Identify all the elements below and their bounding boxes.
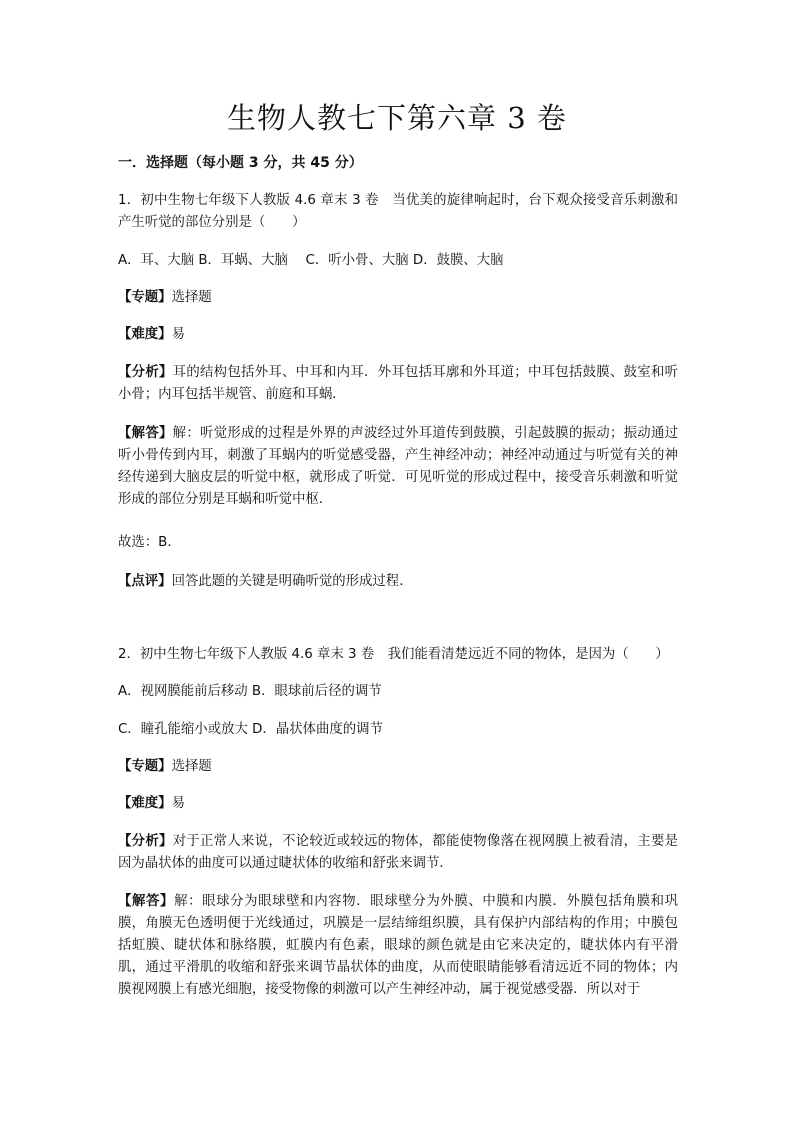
question-1-difficulty [118, 324, 678, 346]
question-1-choice: 故选：B． [118, 535, 181, 550]
question-2-answer [118, 891, 678, 1001]
topic-value: 选择题 [171, 290, 212, 305]
analysis-text: 耳的结构包括外耳、中耳和内耳．外耳包括耳廓和外耳道；中耳包括鼓膜、鼓室和听小骨；内耳包括半规管、前庭和耳蜗． [118, 365, 679, 402]
topic-value: 选择题 [171, 759, 212, 774]
question-1-comment [118, 571, 678, 593]
question-2-options-line-2: C．瞳孔能缩小或放大 D．晶状体曲度的调节 [118, 722, 383, 737]
question-2-options-line-1: A．视网膜能前后移动 B．眼球前后径的调节 [118, 684, 382, 699]
question-2-difficulty [118, 793, 678, 815]
question-2-stem: 2．初中生物七年级下人教版 4.6 章末 3 卷 我们能看清楚远近不同的物体，是因为（ ） [118, 647, 669, 662]
comment-text: 回答此题的关键是明确听觉的形成过程． [171, 574, 413, 589]
answer-tag: 【解答】 [118, 426, 173, 441]
question-1-analysis [118, 362, 678, 406]
question-2-topic [118, 756, 678, 778]
answer-text: 解：听觉形成的过程是外界的声波经过外耳道传到鼓膜，引起鼓膜的振动；振动通过听小骨传到内耳，刺激了耳蜗内的听觉感受器，产生神经冲动；神经冲动通过与听觉有关的神经传递到大脑皮层的听觉中枢，就形成了听觉．可见听觉的形成过程中，接受音乐刺激和听觉形成的部位分别是耳蜗和听觉中枢． [118, 426, 679, 507]
question-1-topic [118, 287, 678, 309]
topic-tag: 【专题】 [118, 290, 172, 305]
difficulty-value: 易 [171, 327, 185, 342]
answer-tag: 【解答】 [118, 894, 175, 909]
analysis-text: 对于正常人来说，不论较近或较远的物体，都能使物像落在视网膜上被看清，主要是因为晶状体的曲度可以通过睫状体的收缩和舒张来调节． [118, 834, 679, 871]
analysis-tag: 【分析】 [118, 365, 173, 380]
question-2-analysis [118, 831, 678, 875]
question-1-answer [118, 423, 678, 511]
difficulty-tag: 【难度】 [118, 796, 172, 811]
question-1-options: A．耳、大脑 B．耳蜗、大脑 C．听小骨、大脑 D．鼓膜、大脑 [118, 253, 504, 268]
answer-text: 解：眼球分为眼球壁和内容物．眼球壁分为外膜、中膜和内膜．外膜包括角膜和巩膜，角膜无色透明便于光线通过，巩膜是一层结缔组织膜，具有保护内部结构的作用；中膜包括虹膜、睫状体和脉络膜，虹膜内有色素，眼球的颜色就是由它来决定的，睫状体内有平滑肌，通过平滑肌的收缩和舒张来调节晶状体的曲度，从而使眼睛能够看清远近不同的物体；内膜视网膜上有感光细胞，接受物像的刺激可以产生神经冲动，属于视觉感受器．所以对于 [118, 894, 678, 997]
difficulty-value: 易 [171, 796, 185, 811]
difficulty-tag: 【难度】 [118, 327, 172, 342]
comment-tag: 【点评】 [118, 574, 172, 589]
section-header: 一．选择题（每小题 3 分，共 45 分） [118, 155, 363, 171]
topic-tag: 【专题】 [118, 759, 172, 774]
page-title: 生物人教七下第六章 3 卷 [227, 101, 567, 135]
analysis-tag: 【分析】 [118, 834, 173, 849]
question-1-stem: 1．初中生物七年级下人教版 4.6 章末 3 卷 当优美的旋律响起时，台下观众接受音乐刺激和产生听觉的部位分别是（ ） [118, 193, 678, 230]
